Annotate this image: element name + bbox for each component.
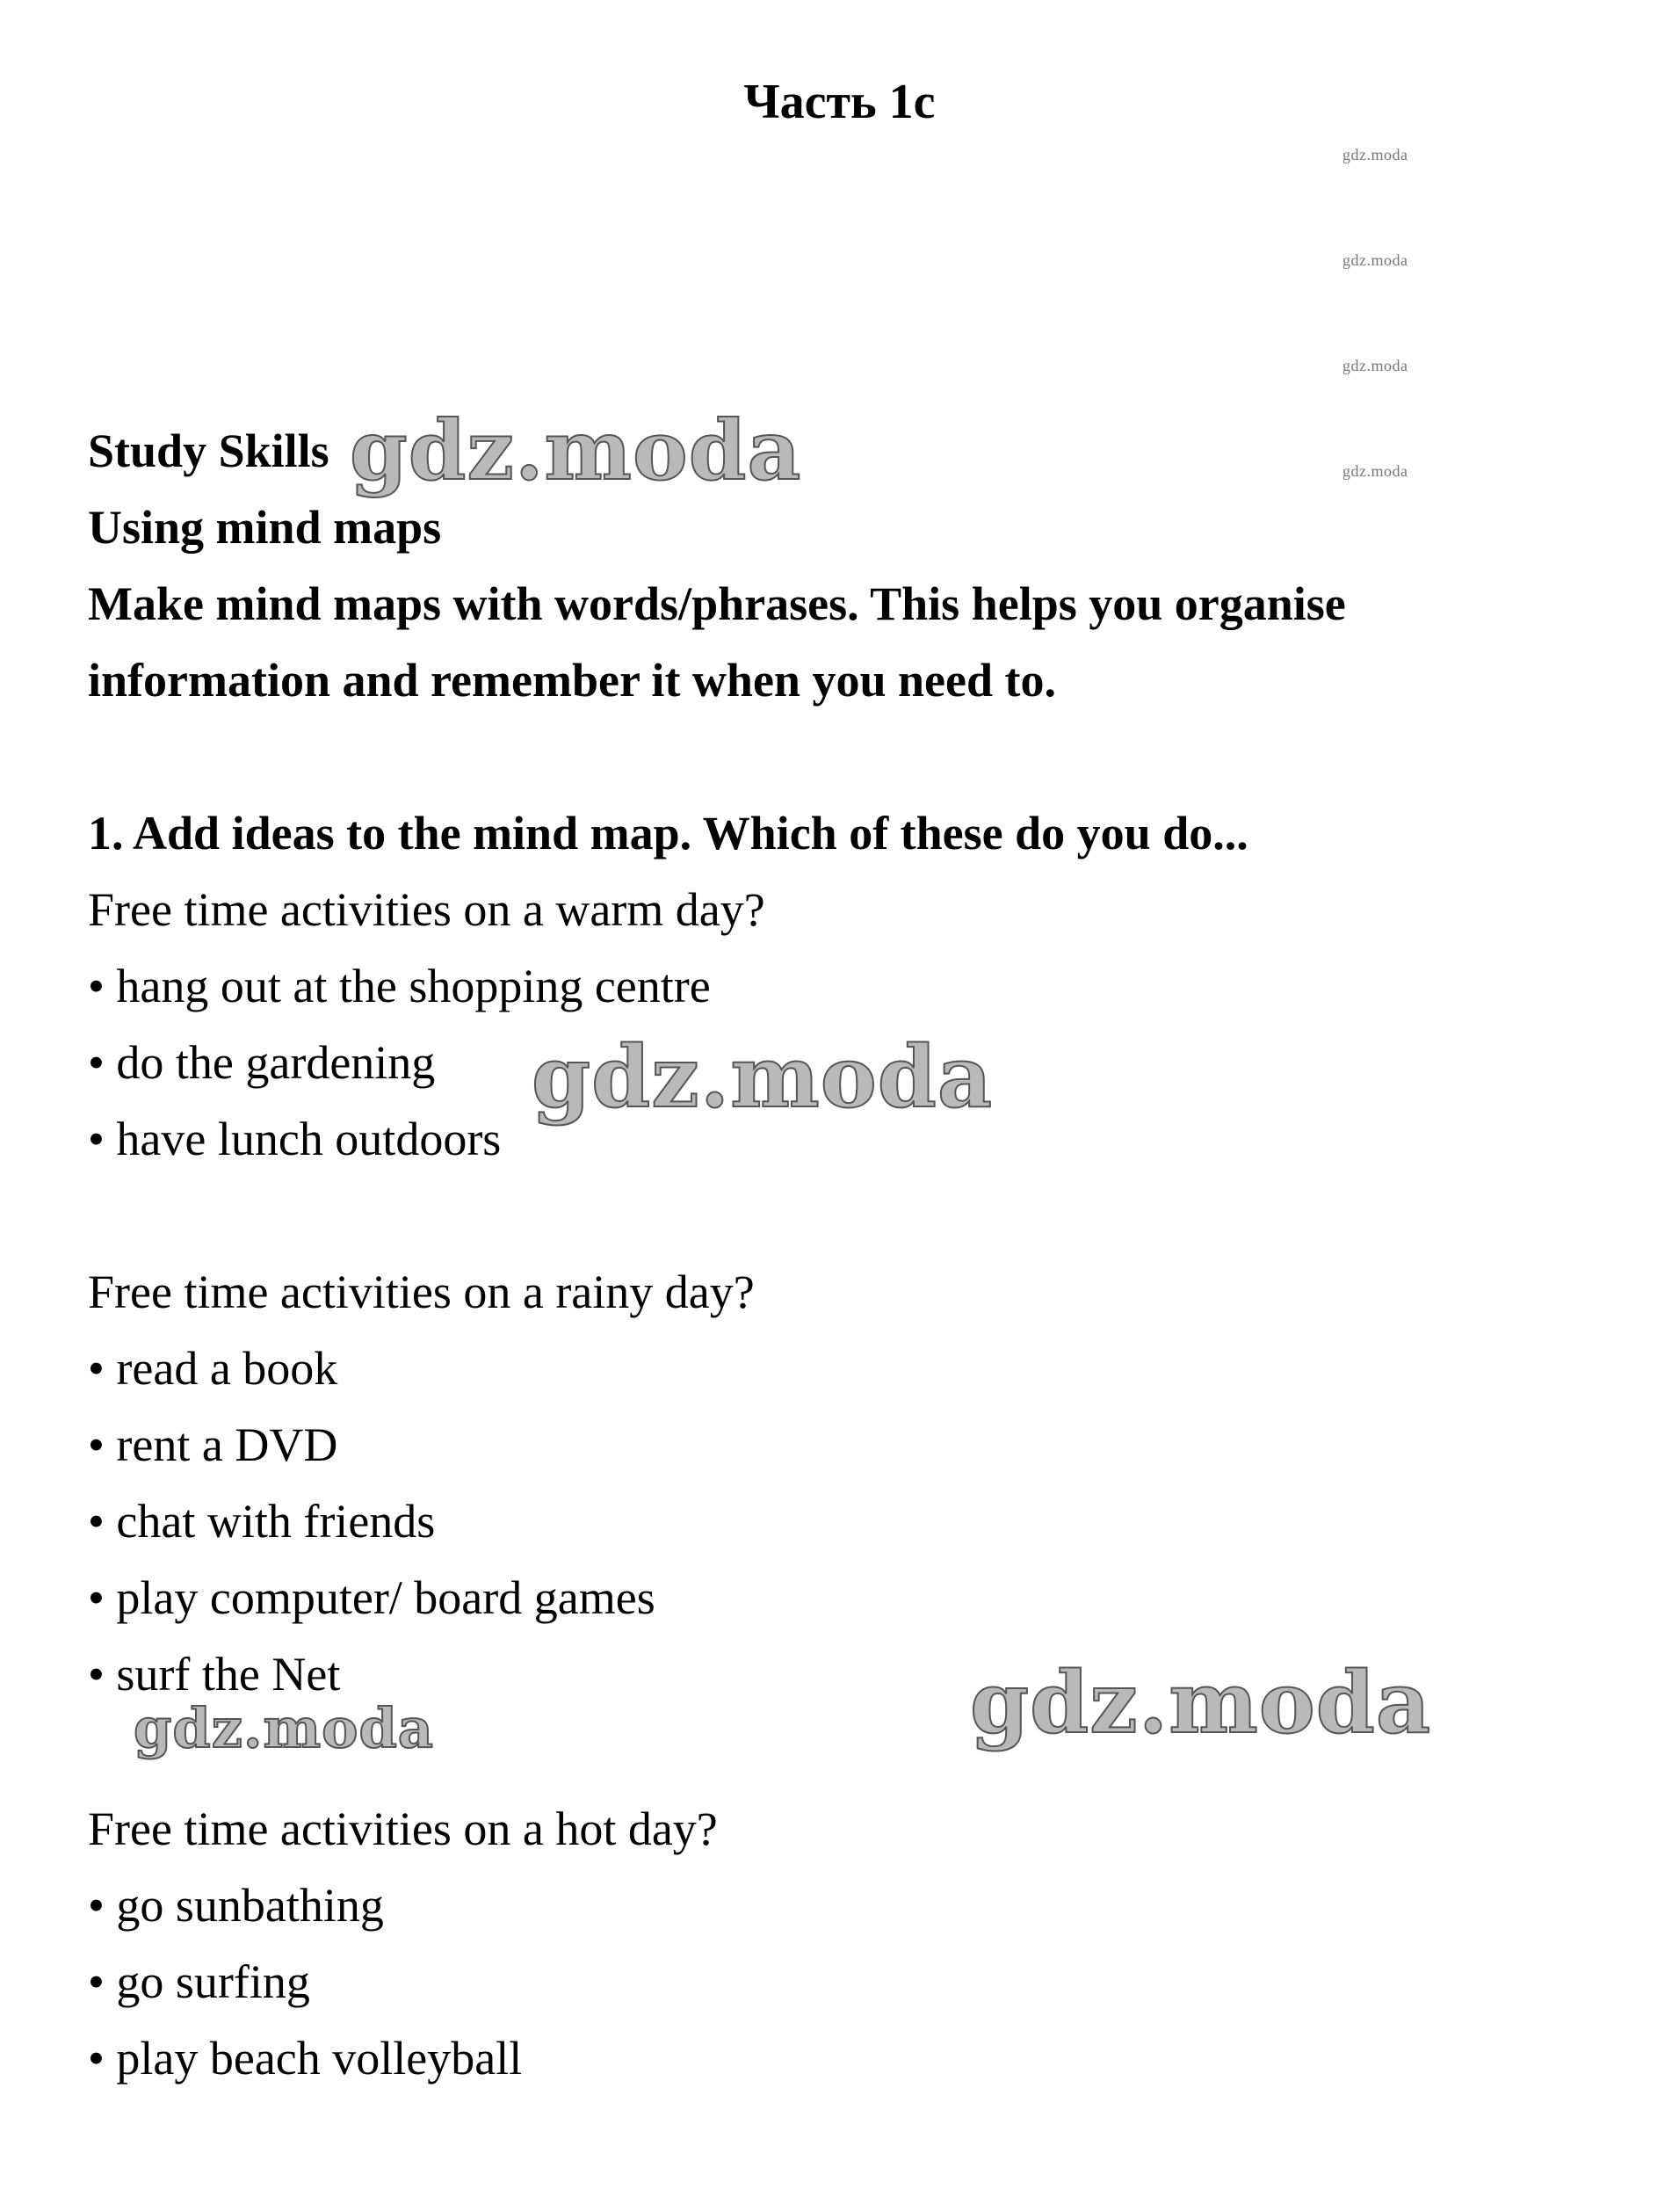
watermark-large: gdz.moda [532,1027,994,1127]
watermark-small: gdz.moda [1342,146,1408,163]
list-item: • read a book [88,1342,338,1395]
list-item: • play beach volleyball [88,2032,523,2085]
watermark-small: gdz.moda [1342,251,1408,269]
list-item: • play computer/ board games [88,1571,655,1624]
task-title: 1. Add ideas to the mind map. Which of these do you do... [88,807,1248,859]
watermark-large: gdz.moda [134,1696,434,1760]
watermark-large: gdz.moda [970,1653,1432,1752]
group-question: Free time activities on a hot day? [88,1802,718,1855]
list-item: • rent a DVD [88,1418,338,1471]
group-question: Free time activities on a rainy day? [88,1266,755,1318]
section-heading: Using mind maps [88,501,442,554]
instruction-line: Make mind maps with words/phrases. This helps you organise [88,577,1346,630]
watermark-small: gdz.moda [1342,357,1408,374]
list-item: • go surfing [88,1955,310,2008]
list-item: • go sunbathing [88,1879,384,1932]
list-item: • do the gardening [88,1036,436,1089]
section-label: Study Skills [88,424,329,477]
group-question: Free time activities on a warm day? [88,883,765,936]
instruction-line: information and remember it when you need to. [88,654,1056,707]
list-item: • have lunch outdoors [88,1113,502,1165]
watermark-small: gdz.moda [1342,462,1408,480]
list-item: • surf the Net [88,1648,341,1701]
watermark-large: gdz.moda [350,403,802,499]
list-item: • hang out at the shopping centre [88,960,711,1012]
page-title: Часть 1c [743,75,936,129]
list-item: • chat with friends [88,1495,436,1548]
